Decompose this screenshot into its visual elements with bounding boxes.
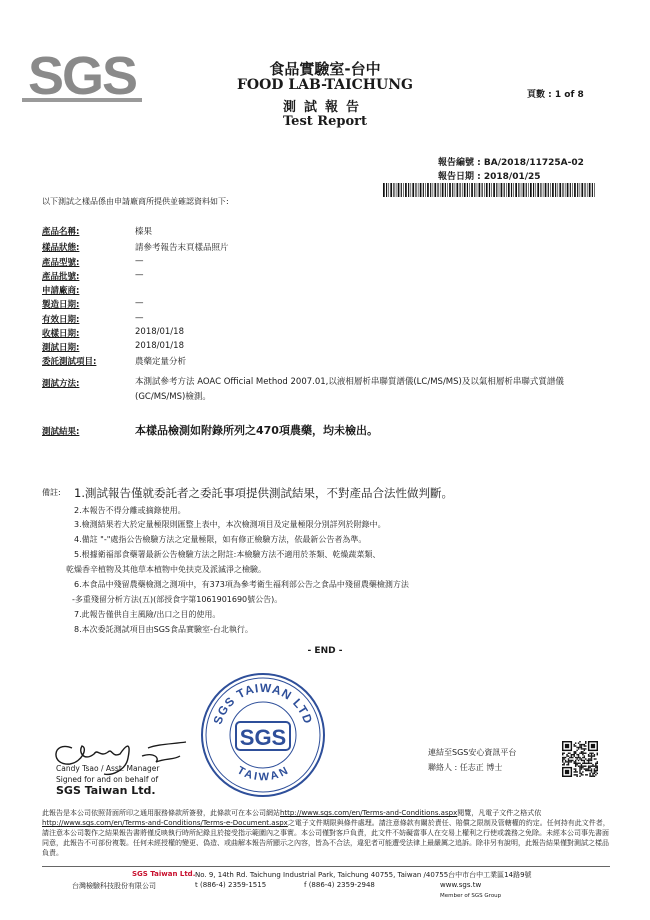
test-result-label: 測試結果: [42,427,80,437]
field-value: 2018/01/18 [135,341,184,351]
field-value: 2018/01/18 [135,327,184,337]
report-date [438,169,541,182]
footer-fax: f (886-4) 2359-2948 [304,881,375,889]
info-platform-link: 連結至SGS安心資訊平台 [428,748,517,757]
signer-name-title: Candy Tsao / Asst. Manager [56,764,160,773]
note-item: 5.根據衛福部食藥署最新公告檢驗方法之附註:本檢驗方法不適用於茶類、乾燥蔬菜類、 [74,550,381,559]
field-label: 有效日期: [42,315,80,325]
report-date-value: 2018/01/25 [483,172,541,182]
intro-text: 以下測試之樣品係由申請廠商所提供並確認資料如下: [42,197,229,206]
disclaimer-part-2: 閱覽，凡電子文件之格式依 [457,809,542,817]
contact-person: 聯絡人 : 任志正 博士 [428,763,503,772]
test-result-value: 本樣品檢測如附錄所列之470項農藥，均未檢出。 [135,424,378,437]
page-number [527,87,584,100]
note-item: 3.檢測結果若大於定量極限則匯整上表中，本次檢測項目及定量極限分別詳列於附錄中。 [74,520,386,529]
report-title-cn: 測試報告 [282,100,367,115]
note-item: 2.本報告不得分離或摘錄使用。 [74,506,186,515]
signer-company: SGS Taiwan Ltd. [56,784,156,797]
field-label: 製造日期: [42,300,80,310]
field-label: 產品型號: [42,258,80,268]
signed-for: Signed for and on behalf of [56,775,159,784]
field-label: 測試日期: [42,343,80,353]
field-value: — [135,313,144,323]
seal-top-text: SGS TAIWAN LTD [210,680,316,727]
qr-code[interactable] [562,741,598,777]
footer-company-cn: 台灣檢驗科技股份有限公司 [72,882,156,890]
field-value: — [135,298,144,308]
test-method-value: 本測試參考方法 AOAC Official Method 2007.01,以液相層析串聯質譜儀(LC/MS/MS)及以氣相層析串聯式質譜儀(GC/MS/MS)檢測。 [135,377,564,402]
logo-text: SGS [27,46,137,106]
seal-bottom-text: TAIWAN [234,764,291,784]
field-label: 產品批號: [42,272,80,282]
footer-address: No. 9, 14th Rd. Taichung Industrial Park, Taichung 40755, Taiwan /40755台中市台中工業區14路9號 [195,871,532,879]
field-label: 申請廠商: [42,286,80,296]
company-seal [200,672,326,798]
page-label: 頁數 : [527,90,552,100]
note-item: -多重殘留分析方法(五)(部授食字第1061901690號公告)。 [72,595,283,604]
note-item: 6.本食品中殘留農藥檢測之測項中，有373項為參考衛生福利部公告之食品中殘留農藥檢測方法 [74,580,409,589]
report-number [438,155,584,168]
disclaimer-text [42,808,610,858]
disclaimer-part-3: 之電子文件期限與條件處理。請注意條款有關於責任、賠償之限制及管轄權的約定。任何持有此文件者，請注意本公司製作之結果報告書將僅反映執行時所紀錄且於接受指示範圍內之事實。本公司僅對客戶負責，此文件不妨礙當事人在交易上權利之行使或義務之免除。未經本公司事先書面同意，此報告不可部份複製。任何未經授權的變更、偽造、或曲解本報告所顯示之內容，皆為不合法，違犯者可能遭受法律上最嚴厲之追訴。除非另有說明，此報告結果僅對測試之樣品負責。 [42,819,610,857]
field-label: 產品名稱: [42,227,80,237]
field-label: 委託測試項目: [42,357,97,367]
report-date-label: 報告日期 : [438,172,481,182]
e-document-terms-link[interactable]: http://www.sgs.com/en/Terms-and-Conditions/Terms-e-Document.aspx [42,819,288,827]
field-value: 農藥定量分析 [135,357,187,367]
note-item: 1.測試報告僅就委託者之委託事項提供測試結果，不對產品合法性做判斷。 [74,486,453,500]
note-item: 8.本次委託測試項目由SGS食品實驗室-台北執行。 [74,625,253,634]
report-title-en: Test Report [283,114,367,129]
report-number-label: 報告編號 : [438,158,481,168]
footer-website[interactable]: www.sgs.tw [440,881,482,889]
end-mark: - END - [307,646,343,656]
footer-member: Member of SGS Group [440,893,502,899]
note-item: 4.備註 "-"處指公告檢驗方法之定量極限，如有修正檢驗方法，依最新公告者為準。 [74,535,367,544]
lab-name-en: FOOD LAB-TAICHUNG [236,77,414,93]
signer-block [56,763,159,796]
note-item: 7.此報告僅供自主風險/出口之目的使用。 [74,610,221,619]
seal-center-text: SGS [239,725,287,750]
terms-link[interactable]: http://www.sgs.com/en/Terms-and-Conditions.aspx [280,809,458,817]
barcode [383,183,597,197]
test-method-label: 測試方法: [42,379,80,389]
footer-brand: SGS Taiwan Ltd. [132,870,196,878]
page-value: 1 of 8 [554,90,584,100]
field-value: — [135,256,144,266]
field-label: 樣品狀態: [42,243,80,253]
svg-text:TAIWAN [235,765,291,784]
report-number-value: BA/2018/11725A-02 [483,158,584,168]
contact-block [428,745,516,775]
field-label: 收樣日期: [42,329,80,339]
footer-divider [42,866,610,867]
field-value: 榛果 [135,227,153,237]
field-value: 請參考報告末頁樣品照片 [135,243,229,253]
disclaimer-part-1: 此報告是本公司依照背面所印之通用服務條款所簽發，此條款可在本公司網站 [42,809,280,817]
notes-prefix: 備註: [42,488,61,497]
note-item: 乾燥香辛植物及其他草本植物中免扶克及派滅淨之檢驗。 [66,565,266,574]
lab-name-cn: 食品實驗室-台中 [269,60,381,78]
field-value: — [135,270,144,280]
footer-tel: t (886-4) 2359-1515 [195,881,267,889]
